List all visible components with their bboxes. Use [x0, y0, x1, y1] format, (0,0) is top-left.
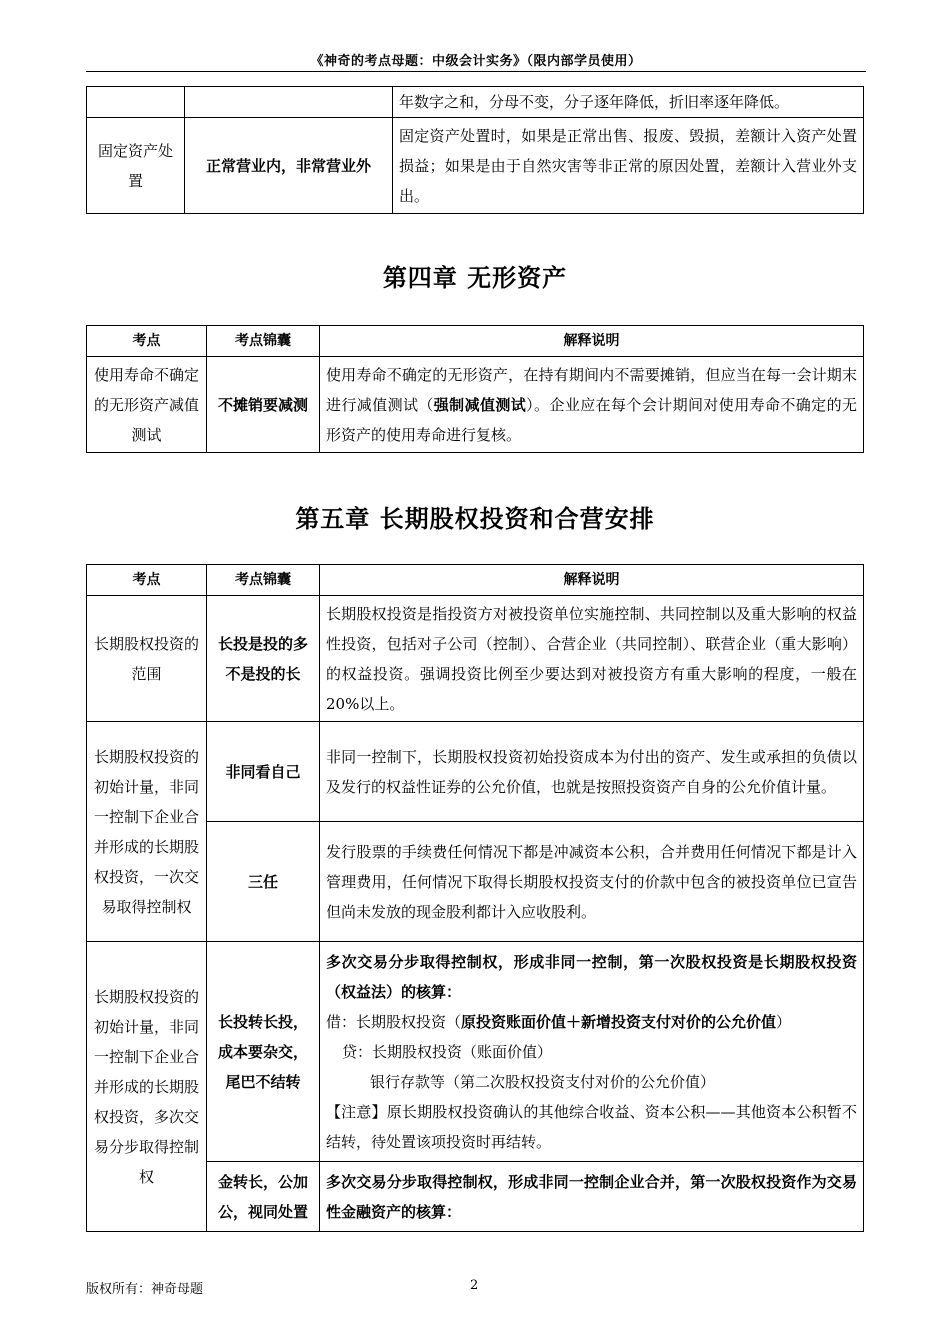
topic-cell: 长期股权投资的范围: [87, 596, 207, 722]
journal-debit: [326, 1007, 857, 1037]
table-chapter-5: [86, 564, 864, 1232]
explain-cell: [320, 357, 864, 453]
table-row: [87, 722, 864, 822]
explain-cell: 固定资产处置时，如果是正常出售、报废、毁损，差额计入资产处置损益；如果是由于自然灾害等非正常的原因处置，差额计入营业外支出。: [393, 118, 864, 214]
column-header-tip: 考点锦囊: [207, 326, 320, 357]
explain-cell: 多次交易分步取得控制权，形成非同一控制企业合并，第一次股权投资作为交易性金融资产的核算：: [320, 1162, 864, 1232]
table-header-row: [87, 565, 864, 596]
topic-cell: 使用寿命不确定的无形资产减值测试: [87, 357, 207, 453]
tip-cell: [185, 87, 393, 118]
document-header: 《神奇的考点母题：中级会计实务》（限内部学员使用）: [310, 54, 642, 69]
table-row: [87, 87, 864, 118]
tip-cell: 非同看自己: [207, 722, 320, 822]
table-row: [87, 118, 864, 214]
chapter-5-title: 第五章 长期股权投资和合营安排: [295, 505, 655, 533]
tip-cell: 不摊销要减测: [207, 357, 320, 453]
header-divider: [86, 71, 866, 72]
explain-cell: 长期股权投资是指投资方对被投资单位实施控制、共同控制以及重大影响的权益性投资，包括对子公司（控制）、合营企业（共同控制）、联营企业（重大影响）的权益投资。强调投资比例至少要达到对被投资方有重大影响的程度，一般在20%以上。: [320, 596, 864, 722]
chapter-4-title: 第四章 无形资产: [382, 264, 568, 292]
table-row: [87, 942, 864, 1162]
topic-cell: 固定资产处置: [87, 118, 185, 214]
tip-cell: 正常营业内，非常营业外: [185, 118, 393, 214]
table-header-row: [87, 326, 864, 357]
debit-text: 借：长期股权投资（: [326, 1012, 462, 1031]
column-header-tip: 考点锦囊: [207, 565, 320, 596]
footer-copyright: 版权所有：神奇母题: [86, 1282, 204, 1297]
table-chapter-4: [86, 325, 864, 453]
journal-credit-2: 银行存款等（第二次股权投资支付对价的公允价值）: [370, 1072, 716, 1091]
table-fixed-assets: [86, 86, 864, 214]
page-number: 2: [470, 1278, 479, 1293]
explain-cell: [320, 942, 864, 1162]
tip-cell: 三任: [207, 822, 320, 942]
column-header-topic: 考点: [87, 326, 207, 357]
topic-cell: 长期股权投资的初始计量，非同一控制下企业合并形成的长期股权投资，一次交易取得控制权: [87, 722, 207, 942]
tip-cell: 长投转长投，成本要杂交，尾巴不结转: [207, 942, 320, 1162]
topic-cell: 长期股权投资的初始计量，非同一控制下企业合并形成的长期股权投资，多次交易分步取得控制权: [87, 942, 207, 1232]
column-header-explain: 解释说明: [320, 565, 864, 596]
topic-cell: [87, 87, 185, 118]
debit-emphasis: 原投资账面价值＋新增投资支付对价的公允价值: [461, 1012, 777, 1031]
journal-note: 【注意】原长期股权投资确认的其他综合收益、资本公积——其他资本公积暂不结转，待处置该项投资时再结转。: [326, 1102, 857, 1151]
explain-text: 使用寿命不确定的无形资产，在持有期间内不需要摊销，但应当在每一会计期末进行减值测试（: [326, 365, 857, 414]
table-row: [87, 596, 864, 722]
explain-cell: 非同一控制下，长期股权投资初始投资成本为付出的资产、发生或承担的负债以及发行的权益性证券的公允价值，也就是按照投资资产自身的公允价值计量。: [320, 722, 864, 822]
explain-cell: 发行股票的手续费任何情况下都是冲减资本公积，合并费用任何情况下都是计入管理费用，任何情况下取得长期股权投资支付的价款中包含的被投资单位已宣告但尚未发放的现金股利都计入应收股利。: [320, 822, 864, 942]
journal-credit: 贷：长期股权投资（账面价值）: [342, 1042, 553, 1061]
tip-cell: 金转长，公加公，视同处置: [207, 1162, 320, 1232]
tip-cell: 长投是投的多不是投的长: [207, 596, 320, 722]
journal-heading: 多次交易分步取得控制权，形成非同一控制，第一次股权投资是长期股权投资（权益法）的核算：: [326, 952, 857, 1001]
table-row: [87, 357, 864, 453]
explain-cell: 年数字之和，分母不变，分子逐年降低，折旧率逐年降低。: [393, 87, 864, 118]
column-header-explain: 解释说明: [320, 326, 864, 357]
column-header-topic: 考点: [87, 565, 207, 596]
explain-text: ）。企业应在每个会计期间对使用寿命不确定的无形资产的使用寿命进行复核。: [326, 395, 857, 444]
debit-text-end: ）: [776, 1012, 792, 1031]
explain-emphasis: 强制减值测试: [433, 395, 527, 414]
